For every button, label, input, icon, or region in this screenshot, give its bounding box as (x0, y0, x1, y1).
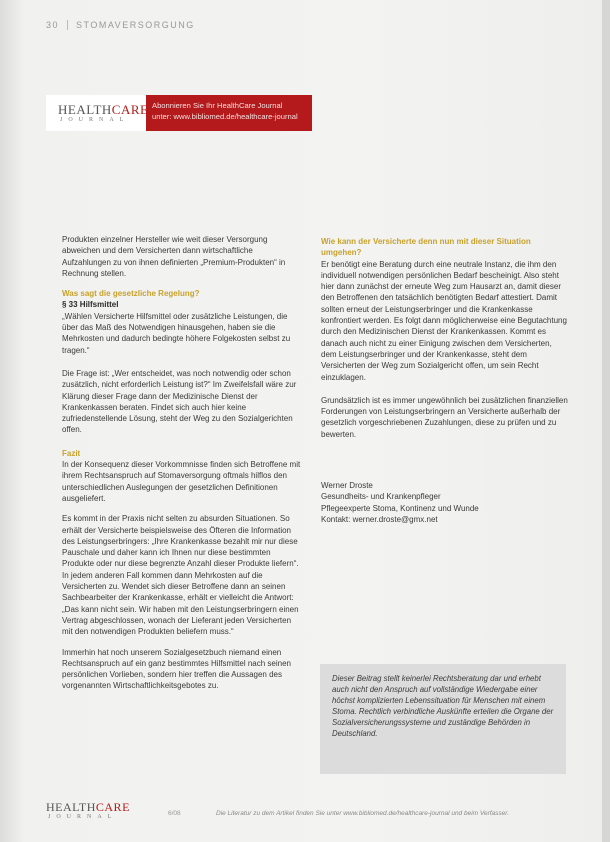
running-header (46, 20, 195, 30)
banner-link[interactable]: unter: www.bibliomed.de/healthcare-journal (152, 112, 298, 121)
subscription-banner[interactable] (46, 95, 312, 131)
left-column (62, 234, 302, 692)
logo-care: CARE (111, 102, 149, 117)
logo-health: HEALTH (58, 102, 112, 117)
disclaimer-text: Dieser Beitrag stellt keinerlei Rechtsberatung dar und erhebt auch nicht den Anspruch auf vollständige Wiedergabe einer höchst komplizierten Lebenssituation für Menschen mit einem Stoma. Rechtlich verbindliche Auskünfte erteilen die Organe der Sozialversicherungssysteme und zuständige Behörden in Deutschland. (332, 674, 554, 738)
paragraph: Immerhin hat noch unserem Sozialgesetzbuch niemand einen Rechtsanspruch auf ein ganz bestimmtes Hilfsmittel nach seinen persönlichen Vorlieben, sondern hier treffen die Aussagen des vorgenannten Wirtschaftlichkeitsgebotes zu. (62, 647, 291, 691)
paragraph: Die Frage ist: „Wer entscheidet, was noch notwendig oder schon zusätzlich, nicht erforderlich Leistung ist?“ Im Zweifelsfall wäre zur Klärung dieser Frage dann der Medizinische Dienst der Krankenkassen beraten. Findet sich auch hier keine zufriedenstellende Lösung, steht der Weg zu den Sozialgerichten offen. (62, 368, 297, 435)
issue-number: 6/08 (168, 810, 181, 817)
section-heading: Wie kann der Versicherte denn nun mit dieser Situation umgehen? (321, 237, 531, 258)
author-title: Gesundheits- und Krankenpfleger (321, 492, 441, 502)
author-contact[interactable]: Kontakt: werner.droste@gmx.net (321, 514, 438, 524)
banner-text (146, 95, 312, 131)
paragraph: Er benötigt eine Beratung durch eine neutrale Instanz, die ihm den individuell notwendigen persönlichen Bedarf bescheinigt. Also steht hier dann zunächst der erneute Weg zum Hausarzt an, damit dieser den Betroffenen den tatsächlich benötigten Bedarf attestiert. Damit sollten erneut der Leistungserbringer und die Krankenkasse konfrontiert werden. Es folgt dann möglicherweise eine Begutachtung durch den Medizinischen Dienst der Krankenkassen. Kommt es danach auch nicht zu einer Einigung zwischen dem Versicherten, dem Leistungserbringer und der Krankenkasse, steht dem Versicherten der Weg zum Sozialgericht offen, um sein Recht einzuklagen. (321, 259, 567, 382)
legal-quote: „Wählen Versicherte Hilfsmittel oder zusätzliche Leistungen, die über das Maß des Notwendigen hinausgehen, haben sie die Mehrkosten und dadurch bedingte höhere Folgekosten selbst zu tragen.“ (62, 311, 291, 355)
paragraph: Es kommt in der Praxis nicht selten zu absurden Situationen. So erhält der Versicherte beispielsweise des Öfteren die Information des Leistungserbringers: „Ihre Krankenkasse bezahlt mir nur diese Pauschale und daher kann ich Ihnen nur diese bestimmten Produkte oder nur diese begrenzte Anzahl dieser Produkte liefern“. In jedem anderen Fall kommen dann Mehrkosten auf die Versicherten zu. Wendet sich dieser Betroffene dann an seinen Sachbearbeiter der Krankenkasse, erhält er vielleicht die Antwort: „Das kann nicht sein. Wir haben mit den Leistungserbringern einen Vertrag abgeschlossen, wonach der Lieferant jeden Versicherten mit den notwendigen Produkten beliefern muss.“ (62, 514, 299, 637)
page-number: 30 (46, 20, 68, 30)
section-subheading: § 33 Hilfsmittel (62, 300, 119, 310)
section-title: STOMAVERSORGUNG (76, 20, 195, 30)
footer-logo-journal: JOURNAL (48, 814, 118, 820)
paragraph: Grundsätzlich ist es immer ungewöhnlich bei zusätzlichen finanziellen Forderungen von Leistungserbringern an Versicherte außerhalb der gesetzlich vorgeschriebenen Zuzahlungen, diese zu prüfen und zu bewerten. (321, 395, 568, 439)
paragraph: In der Konsequenz dieser Vorkommnisse finden sich Betroffene mit ihrem Rechtsanspruch auf Stomaversorgung oftmals hilflos den unterschiedlichen Auslegungen der gesetzlichen Definitionen ausgeliefert. (62, 460, 301, 503)
healthcare-journal-logo (46, 95, 149, 131)
right-column (321, 236, 569, 525)
section-heading: Fazit (62, 448, 81, 458)
author-role: Pflegeexperte Stoma, Kontinenz und Wunde (321, 503, 479, 513)
footer-logo-care: CARE (95, 800, 130, 814)
banner-line-1: Abonnieren Sie Ihr HealthCare Journal (152, 101, 283, 110)
page-spine (602, 0, 610, 842)
disclaimer-box (320, 664, 566, 774)
logo-journal: JOURNAL (60, 117, 130, 123)
section-heading: Was sagt die gesetzliche Regelung? (62, 289, 200, 299)
footer-logo (46, 800, 146, 824)
footer-logo-health: HEALTH (46, 800, 96, 814)
author-name: Werner Droste (321, 481, 373, 491)
paragraph: Produkten einzelner Hersteller wie weit dieser Versorgung abweichen und dem Versicherten dann wirtschaftliche Aufzahlungen zu von ihnen definierten „Premium-Produkten“ in Rechnung stellen. (62, 235, 286, 278)
footer-note: Die Literatur zu dem Artikel finden Sie unter www.bibliomed.de/healthcare-journal und beim Verfasser. (216, 810, 510, 817)
